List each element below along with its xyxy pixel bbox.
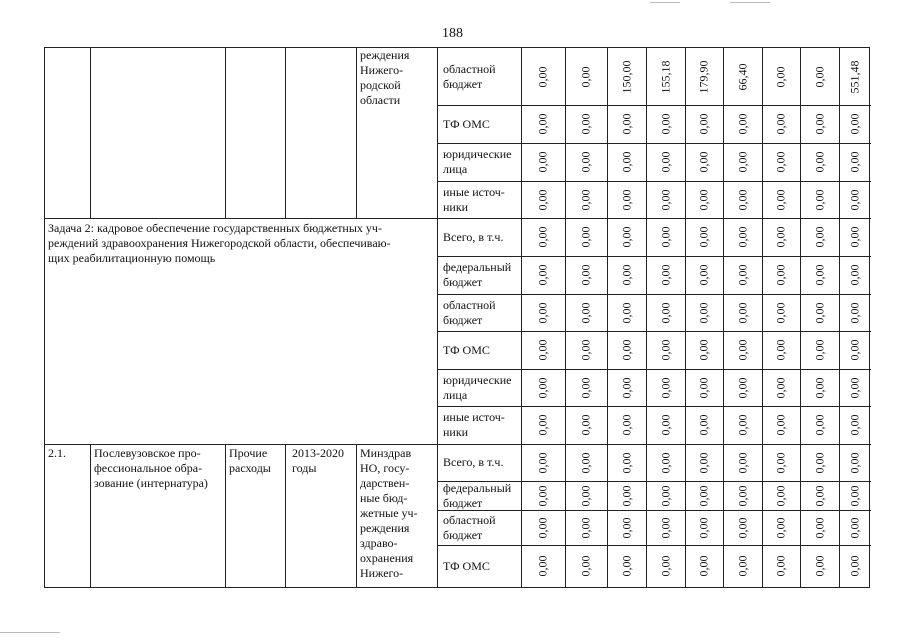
page-number: 188: [442, 26, 463, 41]
amount-cell: 0,00: [735, 151, 749, 173]
task-2-heading: Задача 2: кадровое обеспечение государственных бюджетных уч- реждений здравоохранения Нижегородской области, обеспечиваю- щих реабилитационную помощь: [48, 221, 391, 265]
funding-source-cell: федеральный бюджет: [443, 260, 512, 289]
amount-cell: 0,00: [773, 414, 788, 436]
amount-cell: 0,00: [578, 339, 593, 361]
column-line: [285, 48, 286, 218]
amount-cell: 0,00: [847, 485, 862, 506]
amount-cell: 0,00: [619, 339, 633, 361]
amount-cell: 0,00: [696, 113, 711, 135]
amount-cell: 155,18: [658, 60, 672, 93]
amount-cell: 0,00: [812, 339, 826, 361]
budget-table: [44, 47, 870, 588]
amount-cell: 0,00: [735, 302, 749, 323]
amount-cell: 0,00: [773, 452, 788, 473]
amount-cell: 0,00: [535, 226, 550, 248]
amount-cell: 0,00: [773, 189, 788, 210]
amount-cell: 0,00: [696, 302, 711, 323]
amount-cell: 0,00: [812, 452, 826, 473]
amount-cell: 0,00: [696, 377, 711, 398]
amount-cell: 0,00: [847, 377, 862, 398]
amount-cell: 0,00: [735, 339, 749, 361]
amount-cell: 0,00: [535, 377, 550, 398]
amount-cell: 0,00: [696, 264, 711, 286]
amount-cell: 0,00: [812, 555, 826, 577]
amount-cell: 0,00: [535, 151, 550, 173]
item-number: 2.1.: [48, 446, 66, 460]
amount-cell: 0,00: [578, 151, 593, 173]
amount-cell: 0,00: [658, 485, 672, 506]
amount-cell: 0,00: [535, 485, 550, 506]
amount-cell: 0,00: [847, 264, 862, 286]
amount-cell: 0,00: [578, 452, 593, 473]
amount-cell: 0,00: [812, 264, 826, 286]
amount-cell: 0,00: [619, 414, 633, 436]
amount-cell: 66,40: [735, 63, 749, 90]
amount-cell: 0,00: [735, 113, 749, 135]
amount-cell: 0,00: [658, 339, 672, 361]
column-line: [646, 48, 647, 587]
amount-cell: 0,00: [735, 189, 749, 210]
column-line: [90, 48, 91, 218]
amount-cell: 0,00: [735, 485, 749, 506]
funding-source-cell: Всего, в т.ч.: [443, 229, 504, 244]
funding-source-cell: юридические лица: [443, 372, 512, 402]
amount-cell: 0,00: [578, 555, 593, 577]
amount-cell: 0,00: [658, 113, 672, 135]
amount-cell: 0,00: [696, 189, 711, 210]
column-line: [225, 444, 226, 587]
amount-cell: 0,00: [773, 113, 788, 135]
column-line: [90, 444, 91, 587]
amount-cell: 0,00: [847, 189, 862, 210]
amount-cell: 0,00: [658, 302, 672, 323]
amount-cell: 0,00: [696, 151, 711, 173]
amount-cell: 0,00: [578, 189, 593, 210]
column-line: [225, 48, 226, 218]
funding-source-cell: юридические лица: [443, 147, 512, 176]
amount-cell: 0,00: [619, 555, 633, 577]
amount-cell: 0,00: [619, 517, 633, 538]
amount-cell: 0,00: [535, 517, 550, 538]
amount-cell: 0,00: [773, 339, 788, 361]
amount-cell: 0,00: [535, 555, 550, 577]
amount-cell: 0,00: [812, 113, 826, 135]
amount-cell: 0,00: [619, 151, 633, 173]
amount-cell: 0,00: [619, 485, 633, 506]
column-line: [800, 48, 801, 587]
amount-cell: 0,00: [812, 151, 826, 173]
amount-cell: 0,00: [696, 485, 711, 506]
amount-cell: 0,00: [658, 264, 672, 286]
amount-cell: 0,00: [696, 517, 711, 538]
amount-cell: 0,00: [847, 302, 862, 323]
amount-cell: 0,00: [578, 66, 593, 87]
amount-cell: 0,00: [578, 113, 593, 135]
amount-cell: 0,00: [812, 414, 826, 436]
amount-cell: 0,00: [696, 226, 711, 248]
amount-cell: 0,00: [619, 377, 633, 398]
amount-cell: 0,00: [619, 189, 633, 210]
amount-cell: 0,00: [773, 302, 788, 323]
amount-cell: 0,00: [773, 264, 788, 286]
funding-source-cell: областной бюджет: [443, 61, 496, 91]
amount-cell: 0,00: [578, 302, 593, 323]
amount-cell: 0,00: [847, 517, 862, 538]
amount-cell: 0,00: [578, 264, 593, 286]
amount-cell: 0,00: [812, 66, 826, 87]
amount-cell: 0,00: [658, 414, 672, 436]
amount-cell: 0,00: [619, 264, 633, 286]
amount-cell: 0,00: [735, 452, 749, 473]
amount-cell: 0,00: [812, 517, 826, 538]
amount-cell: 0,00: [773, 377, 788, 398]
amount-cell: 551,48: [847, 60, 862, 93]
amount-cell: 0,00: [773, 66, 788, 87]
amount-cell: 0,00: [696, 555, 711, 577]
funding-source-cell: ТФ ОМС: [443, 342, 490, 357]
amount-cell: 0,00: [696, 339, 711, 361]
amount-cell: 0,00: [696, 414, 711, 436]
amount-cell: 0,00: [773, 151, 788, 173]
amount-cell: 0,00: [812, 189, 826, 210]
amount-cell: 0,00: [812, 485, 826, 506]
amount-cell: 0,00: [773, 226, 788, 248]
column-line: [356, 444, 357, 587]
funding-source-cell: федеральный бюджет: [443, 480, 512, 510]
funding-source-cell: иные источ- ники: [443, 410, 505, 439]
amount-cell: 0,00: [847, 414, 862, 436]
amount-cell: 0,00: [735, 555, 749, 577]
column-line: [607, 48, 608, 587]
funding-source-cell: ТФ ОМС: [443, 116, 490, 131]
amount-cell: 0,00: [619, 226, 633, 248]
continued-executor-cell: реждения Нижего- родской области: [360, 48, 410, 107]
column-line: [521, 48, 522, 587]
amount-cell: 0,00: [658, 151, 672, 173]
scan-artifact-line: [0, 632, 60, 633]
amount-cell: 0,00: [658, 189, 672, 210]
amount-cell: 0,00: [696, 452, 711, 473]
funding-source-cell: областной бюджет: [443, 297, 496, 327]
funding-source-cell: областной бюджет: [443, 512, 496, 542]
amount-cell: 0,00: [773, 555, 788, 577]
column-line: [685, 48, 686, 587]
amount-cell: 0,00: [578, 485, 593, 506]
amount-cell: 0,00: [735, 226, 749, 248]
amount-cell: 0,00: [535, 264, 550, 286]
item-name: Послевузовское про- фессиональное обра- зование (интернатура): [94, 446, 208, 490]
executor: Минздрав НО, госу- дарствен- ные бюд- жетные уч- реждения здраво- охранения Нижего-: [360, 446, 418, 580]
amount-cell: 0,00: [535, 302, 550, 323]
amount-cell: 0,00: [658, 452, 672, 473]
amount-cell: 0,00: [847, 151, 862, 173]
column-line: [565, 48, 566, 587]
amount-cell: 0,00: [578, 517, 593, 538]
column-line: [356, 48, 357, 218]
amount-cell: 0,00: [735, 414, 749, 436]
amount-cell: 0,00: [847, 452, 862, 473]
amount-cell: 0,00: [812, 302, 826, 323]
amount-cell: 0,00: [535, 414, 550, 436]
amount-cell: 0,00: [578, 414, 593, 436]
amount-cell: 0,00: [735, 264, 749, 286]
amount-cell: 0,00: [578, 226, 593, 248]
expense-type: Прочие расходы: [229, 446, 271, 475]
amount-cell: 0,00: [847, 113, 862, 135]
amount-cell: 0,00: [535, 452, 550, 473]
amount-cell: 0,00: [847, 555, 862, 577]
amount-cell: 0,00: [658, 517, 672, 538]
amount-cell: 0,00: [773, 517, 788, 538]
scan-artifact-line: [730, 2, 770, 3]
amount-cell: 0,00: [535, 113, 550, 135]
funding-source-cell: Всего, в т.ч.: [443, 455, 504, 469]
funding-source-cell: иные источ- ники: [443, 184, 505, 214]
amount-cell: 150,00: [619, 60, 633, 93]
amount-cell: 0,00: [619, 452, 633, 473]
amount-cell: 0,00: [658, 377, 672, 398]
scan-artifact-line: [650, 2, 680, 3]
amount-cell: 0,00: [658, 226, 672, 248]
amount-cell: 0,00: [578, 377, 593, 398]
funding-source-cell: ТФ ОМС: [443, 558, 490, 573]
period: 2013-2020 годы: [292, 446, 344, 475]
amount-cell: 0,00: [735, 517, 749, 538]
amount-cell: 0,00: [735, 377, 749, 398]
column-line: [839, 48, 840, 587]
amount-cell: 0,00: [773, 485, 788, 506]
amount-cell: 0,00: [812, 377, 826, 398]
amount-cell: 0,00: [535, 339, 550, 361]
amount-cell: 0,00: [847, 339, 862, 361]
amount-cell: 0,00: [658, 555, 672, 577]
amount-cell: 0,00: [812, 226, 826, 248]
amount-cell: 0,00: [535, 189, 550, 210]
amount-cell: 179,90: [696, 60, 711, 93]
column-line: [762, 48, 763, 587]
amount-cell: 0,00: [847, 226, 862, 248]
column-line: [285, 444, 286, 587]
amount-cell: 0,00: [619, 302, 633, 323]
amount-cell: 0,00: [619, 113, 633, 135]
amount-cell: 0,00: [535, 66, 550, 87]
column-line: [723, 48, 724, 587]
